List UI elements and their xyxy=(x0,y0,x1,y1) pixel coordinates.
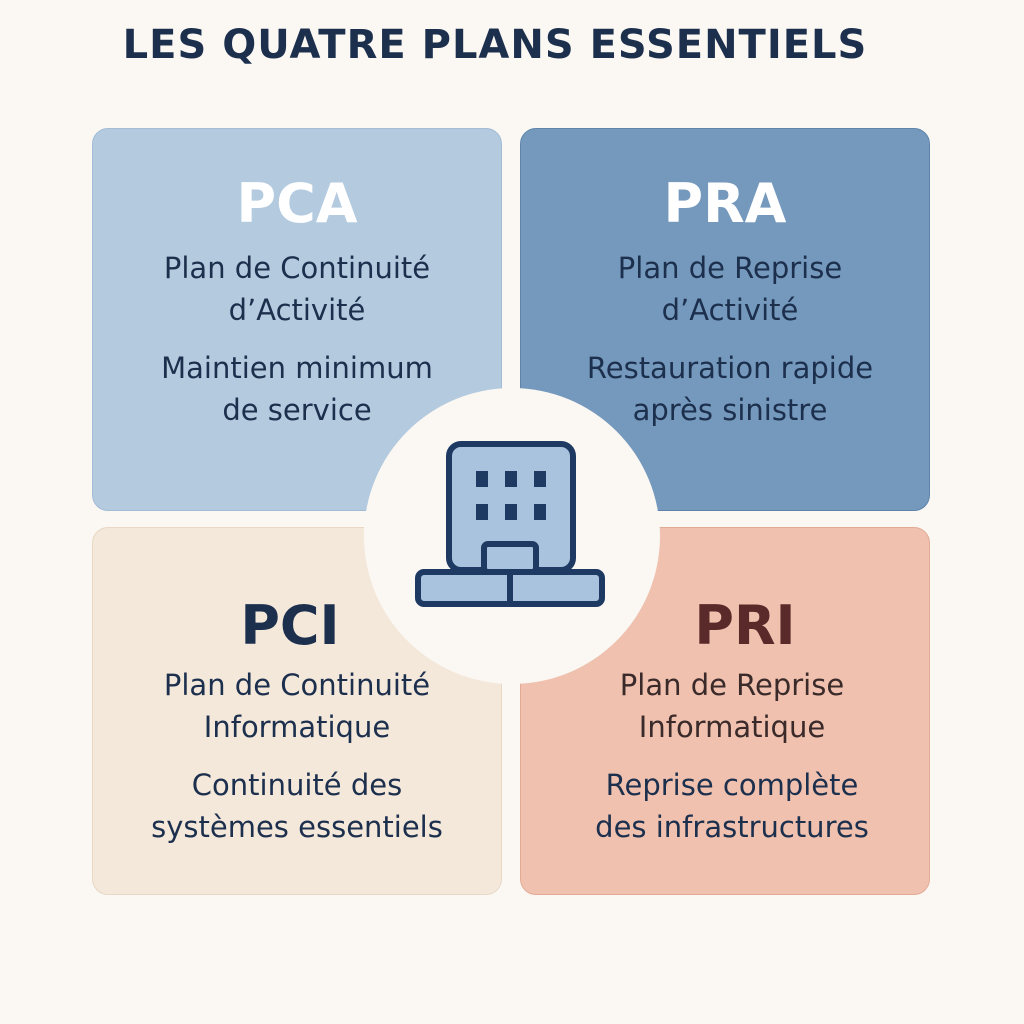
pri-full-name: Plan de Reprise Informatique xyxy=(619,668,845,744)
pra-description: Restauration rapide après sinistre xyxy=(586,351,874,427)
pca-description: Maintien minimum de service xyxy=(161,351,433,427)
pra-full-name: Plan de Reprise d’Activité xyxy=(617,251,843,327)
pri-abbreviation: PRI xyxy=(694,594,796,657)
pci-full-name: Plan de Continuité Informatique xyxy=(163,668,431,744)
pci-description: Continuité des systèmes essentiels xyxy=(151,768,443,844)
pca-full-name: Plan de Continuité d’Activité xyxy=(163,251,431,327)
pra-abbreviation: PRA xyxy=(663,172,787,235)
pci-abbreviation: PCI xyxy=(240,594,340,657)
pri-description: Reprise complète des infrastructures xyxy=(595,768,869,844)
pca-abbreviation: PCA xyxy=(236,172,358,235)
building-icon xyxy=(412,440,608,610)
page-title: LES QUATRE PLANS ESSENTIELS xyxy=(122,22,868,68)
